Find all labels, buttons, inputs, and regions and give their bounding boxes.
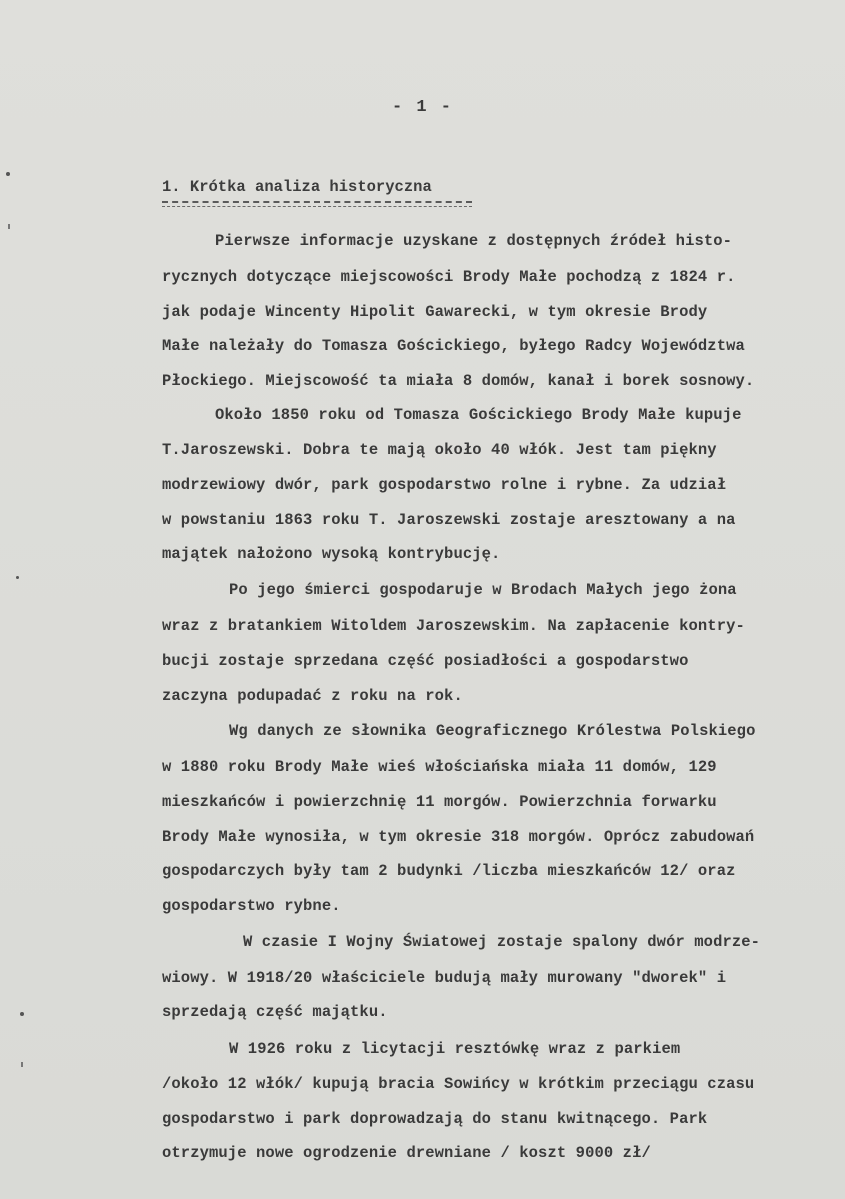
text-line: zaczyna podupadać z roku na rok. — [162, 687, 463, 705]
margin-tick — [8, 224, 10, 229]
text-line: otrzymuje nowe ogrodzenie drewniane / koszt 9000 zł/ — [162, 1144, 651, 1162]
text-line: w 1880 roku Brody Małe wieś włościańska miała 11 domów, 129 — [162, 758, 717, 776]
text-line: Brody Małe wynosiła, w tym okresie 318 morgów. Oprócz zabudowań — [162, 828, 755, 846]
margin-dot — [6, 172, 10, 176]
text-line: gospodarczych były tam 2 budynki /liczba mieszkańców 12/ oraz — [162, 862, 736, 880]
text-line: W czasie I Wojny Światowej zostaje spalony dwór modrze- — [243, 933, 761, 951]
text-line: sprzedają część majątku. — [162, 1003, 388, 1021]
text-line: bucji zostaje sprzedana część posiadłości a gospodarstwo — [162, 652, 689, 670]
text-line: gospodarstwo rybne. — [162, 897, 341, 915]
section-heading: 1. Krótka analiza historyczna — [162, 178, 432, 196]
margin-dot — [20, 1012, 24, 1016]
text-line: mieszkańców i powierzchnię 11 morgów. Powierzchnia forwarku — [162, 793, 717, 811]
text-line: majątek nałożono wysoką kontrybucję. — [162, 545, 501, 563]
margin-dot — [16, 576, 19, 579]
text-line: wiowy. W 1918/20 właściciele budują mały murowany "dworek" i — [162, 969, 727, 987]
text-line: T.Jaroszewski. Dobra te mają około 40 włók. Jest tam piękny — [162, 441, 717, 459]
text-line: Pierwsze informacje uzyskane z dostępnych źródeł histo- — [215, 232, 733, 250]
margin-tick — [21, 1062, 23, 1067]
text-line: Po jego śmierci gospodaruje w Brodach Małych jego żona — [229, 581, 737, 599]
text-line: modrzewiowy dwór, park gospodarstwo rolne i rybne. Za udział — [162, 476, 727, 494]
text-line: W 1926 roku z licytacji resztówkę wraz z parkiem — [229, 1040, 681, 1058]
text-line: /około 12 włók/ kupują bracia Sowińcy w krótkim przeciągu czasu — [162, 1075, 755, 1093]
text-line: Małe należały do Tomasza Gościckiego, byłego Radcy Województwa — [162, 337, 745, 355]
text-line: gospodarstwo i park doprowadzają do stanu kwitnącego. Park — [162, 1110, 708, 1128]
text-line: w powstaniu 1863 roku T. Jaroszewski zostaje aresztowany a na — [162, 511, 736, 529]
page-number: - 1 - — [391, 98, 453, 117]
text-line: Wg danych ze słownika Geograficznego Królestwa Polskiego — [229, 722, 756, 740]
text-line: Płockiego. Miejscowość ta miała 8 domów, kanał i borek sosnowy. — [162, 372, 755, 390]
text-line: Około 1850 roku od Tomasza Gościckiego Brody Małe kupuje — [215, 406, 742, 424]
heading-underline — [162, 201, 472, 207]
text-line: jak podaje Wincenty Hipolit Gawarecki, w tym okresie Brody — [162, 303, 708, 321]
text-line: rycznych dotyczące miejscowości Brody Małe pochodzą z 1824 r. — [162, 268, 736, 286]
text-line: wraz z bratankiem Witoldem Jaroszewskim. Na zapłacenie kontry- — [162, 617, 745, 635]
